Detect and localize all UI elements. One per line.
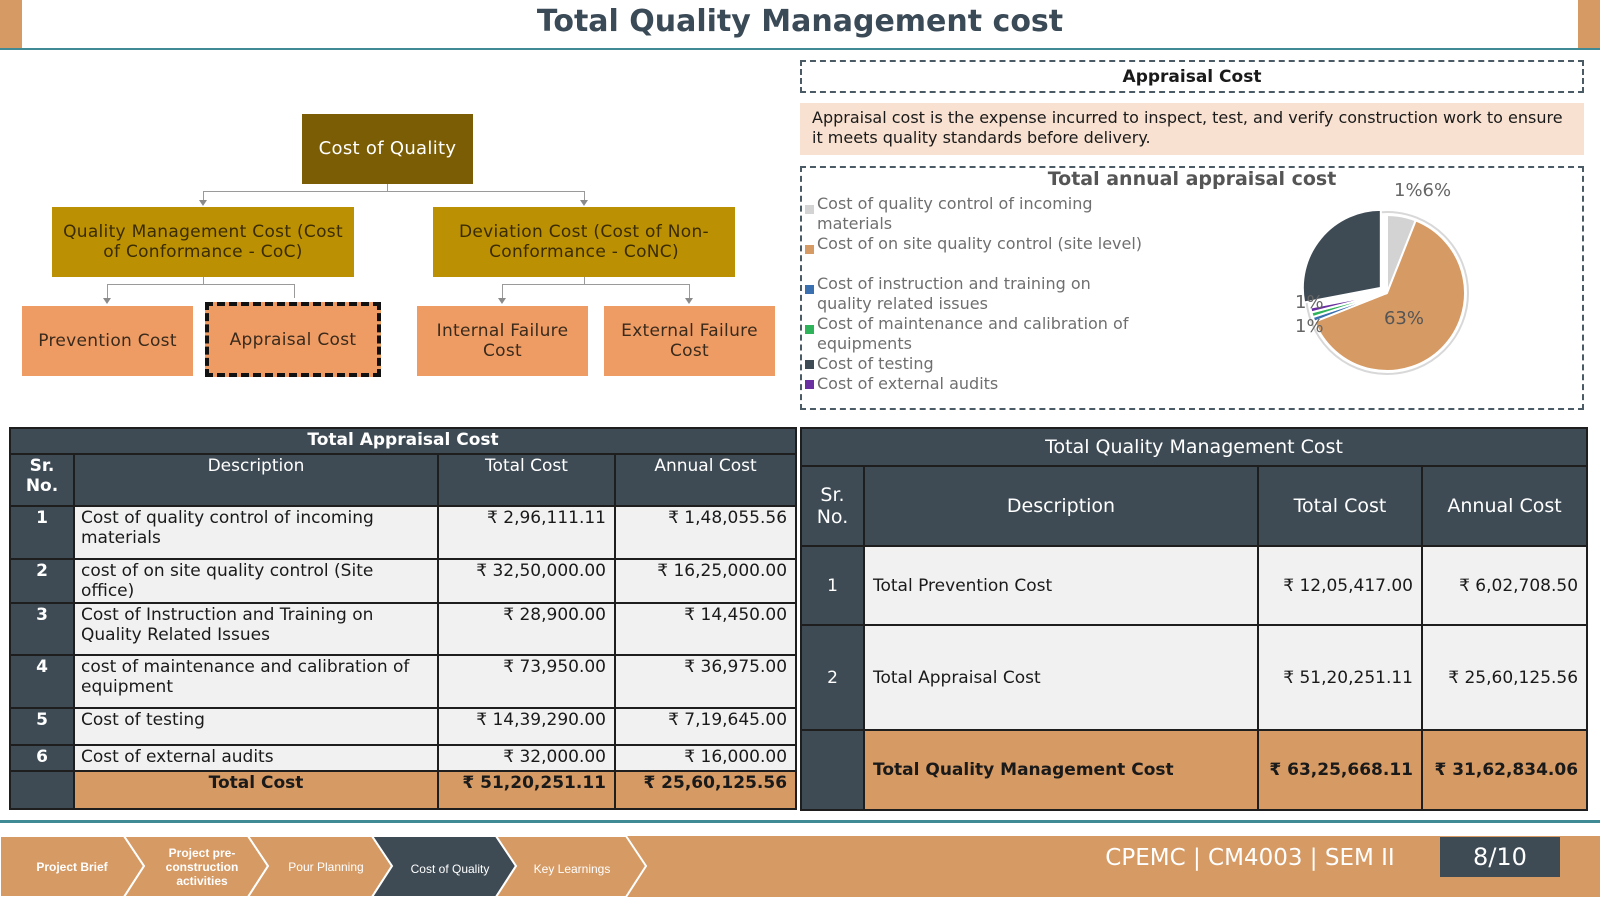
row-sr: 5 — [10, 708, 74, 745]
chart-title: Total annual appraisal cost — [1047, 168, 1337, 190]
row-sr: 6 — [10, 745, 74, 771]
connector — [203, 191, 585, 192]
row-total-cost: ₹ 73,950.00 — [438, 655, 615, 708]
row-sr: 2 — [10, 559, 74, 603]
table-title: Total Appraisal Cost — [10, 428, 796, 454]
nav-item-cost-of-quality[interactable]: Cost of Quality — [410, 861, 490, 876]
row-description: Cost of quality control of incoming materials — [74, 506, 438, 559]
nav-item-project-brief[interactable]: Project Brief — [36, 859, 108, 874]
header-divider — [0, 48, 1600, 50]
row-total-cost: ₹ 32,000.00 — [438, 745, 615, 771]
row-annual-cost: ₹ 1,48,055.56 — [615, 506, 796, 559]
org-node-internal-failure-cost: Internal Failure Cost — [417, 306, 588, 376]
total-row-sr — [801, 730, 864, 810]
arrow-down-icon — [199, 200, 207, 206]
arrow-down-icon — [580, 200, 588, 206]
connector — [689, 284, 690, 298]
row-annual-cost: ₹ 14,450.00 — [615, 603, 796, 655]
pie-chart-panel — [800, 166, 1584, 410]
row-total-cost: ₹ 2,96,111.11 — [438, 506, 615, 559]
row-description: cost of on site quality control (Site office) — [74, 559, 438, 603]
row-description: Cost of testing — [74, 708, 438, 745]
total-row-label: Total Quality Management Cost — [864, 730, 1258, 810]
column-header-sr: Sr. No. — [10, 454, 74, 506]
org-node-deviation-cost: Deviation Cost (Cost of Non-Conformance - CoNC) — [433, 207, 735, 277]
row-sr: 2 — [801, 625, 864, 730]
table-row — [801, 625, 1587, 730]
row-description: cost of maintenance and calibration of equipment — [74, 655, 438, 708]
org-node-prevention-cost: Prevention Cost — [22, 306, 193, 376]
arrow-down-icon — [498, 298, 506, 304]
legend-label: Cost of external audits — [817, 374, 999, 393]
column-header-annual: Annual Cost — [615, 454, 796, 506]
course-code: CPEMC | CM4003 | SEM II — [1105, 845, 1395, 871]
column-header-description: Description — [74, 454, 438, 506]
connector — [107, 284, 108, 298]
nav-item-key-learnings[interactable]: Key Learnings — [533, 861, 611, 876]
connector — [107, 284, 295, 285]
column-header-total: Total Cost — [438, 454, 615, 506]
row-annual-cost: ₹ 16,000.00 — [615, 745, 796, 771]
row-annual-cost: ₹ 7,19,645.00 — [615, 708, 796, 745]
row-annual-cost: ₹ 16,25,000.00 — [615, 559, 796, 603]
connector — [294, 284, 295, 298]
connector — [502, 284, 503, 298]
row-sr: 1 — [801, 546, 864, 625]
table-row — [10, 506, 796, 559]
row-annual-cost: ₹ 25,60,125.56 — [1422, 625, 1587, 730]
legend-label: Cost of testing — [817, 354, 934, 373]
total-row-annual-cost: ₹ 25,60,125.56 — [615, 771, 796, 809]
total-row-annual-cost: ₹ 31,62,834.06 — [1422, 730, 1587, 810]
row-total-cost: ₹ 12,05,417.00 — [1258, 546, 1422, 625]
row-total-cost: ₹ 28,900.00 — [438, 603, 615, 655]
table-row — [801, 546, 1587, 625]
row-annual-cost: ₹ 36,975.00 — [615, 655, 796, 708]
row-description: Cost of Instruction and Training on Quality Related Issues — [74, 603, 438, 655]
connector — [502, 284, 690, 285]
table-row — [10, 603, 796, 655]
pie-data-label: 1% — [1295, 292, 1324, 313]
table-row — [10, 745, 796, 771]
org-node-external-failure-cost: External Failure Cost — [604, 306, 775, 376]
org-node-appraisal-cost: Appraisal Cost — [205, 302, 381, 377]
row-total-cost: ₹ 32,50,000.00 — [438, 559, 615, 603]
total-row — [10, 771, 796, 809]
pie-chart — [802, 168, 1582, 408]
total-row-total-cost: ₹ 51,20,251.11 — [438, 771, 615, 809]
appraisal-cost-table — [9, 427, 797, 810]
tqm-cost-table — [800, 427, 1588, 811]
info-heading: Appraisal Cost — [800, 60, 1584, 93]
footer-divider — [0, 820, 1600, 823]
nav-item-pre-construction[interactable]: Project pre-construction activities — [165, 845, 239, 888]
row-description: Cost of external audits — [74, 745, 438, 771]
nav-item-pour-planning[interactable]: Pour Planning — [288, 859, 364, 874]
column-header-description: Description — [864, 466, 1258, 546]
row-sr: 4 — [10, 655, 74, 708]
page-number: 8/10 — [1440, 837, 1560, 877]
info-description: Appraisal cost is the expense incurred to inspect, test, and verify construction work to ensure it meets quality standards before delivery. — [800, 103, 1584, 155]
total-row — [801, 730, 1587, 810]
total-row-label: Total Cost — [74, 771, 438, 809]
row-description: Total Appraisal Cost — [864, 625, 1258, 730]
row-description: Total Prevention Cost — [864, 546, 1258, 625]
total-row-total-cost: ₹ 63,25,668.11 — [1258, 730, 1422, 810]
total-row-sr — [10, 771, 74, 809]
row-annual-cost: ₹ 6,02,708.50 — [1422, 546, 1587, 625]
legend-label: Cost of quality control of incoming materials — [817, 194, 1093, 233]
column-header-annual: Annual Cost — [1422, 466, 1587, 546]
legend-label: Cost of maintenance and calibration of equipments — [817, 314, 1129, 353]
pie-slice — [1303, 210, 1381, 303]
org-node-quality-management-cost: Quality Management Cost (Cost of Conformance - CoC) — [52, 207, 354, 277]
legend-label: Cost of on site quality control (site level) — [817, 234, 1143, 253]
pie-data-label: 1% — [1295, 316, 1324, 337]
column-header-sr: Sr. No. — [801, 466, 864, 546]
page-title: Total Quality Management cost — [536, 4, 1064, 39]
pie-data-label: 1%6% — [1394, 180, 1452, 201]
row-total-cost: ₹ 51,20,251.11 — [1258, 625, 1422, 730]
row-total-cost: ₹ 14,39,290.00 — [438, 708, 615, 745]
pie-data-label: 63% — [1383, 308, 1425, 329]
row-sr: 3 — [10, 603, 74, 655]
table-row — [10, 655, 796, 708]
arrow-down-icon — [685, 298, 693, 304]
table-row — [10, 559, 796, 603]
arrow-down-icon — [103, 298, 111, 304]
column-header-total: Total Cost — [1258, 466, 1422, 546]
row-sr: 1 — [10, 506, 74, 559]
table-row — [10, 708, 796, 745]
org-node-cost-of-quality: Cost of Quality — [302, 114, 473, 184]
legend-label: Cost of instruction and training on quality related issues — [817, 274, 1091, 313]
table-title: Total Quality Management Cost — [801, 428, 1587, 466]
